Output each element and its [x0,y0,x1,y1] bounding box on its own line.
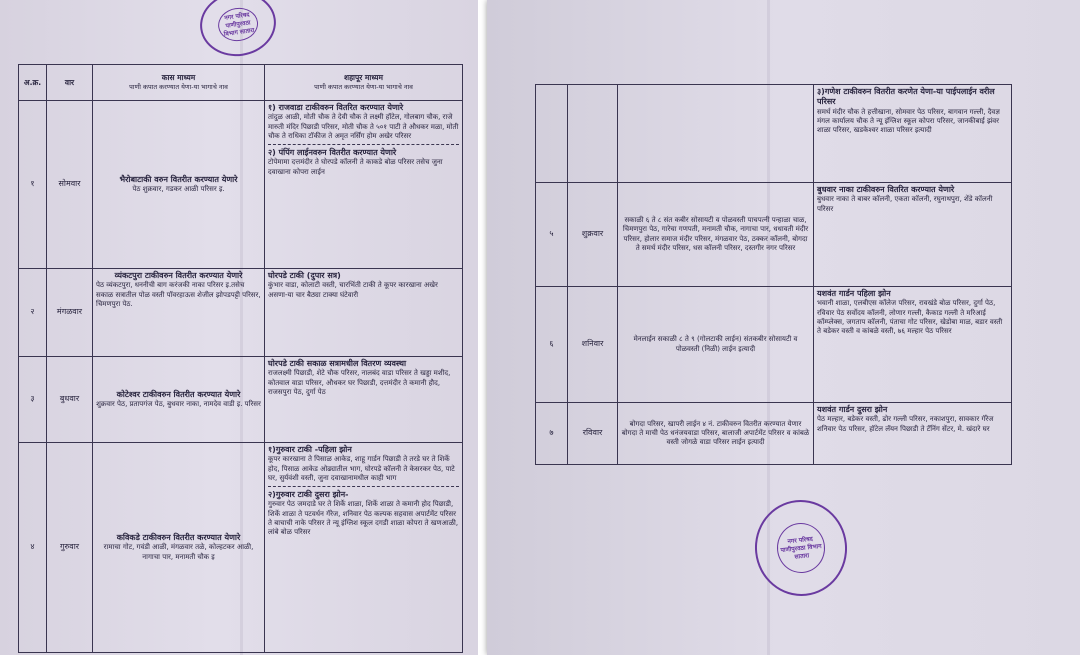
row-number: ४ [19,443,47,653]
kas-body: शुक्रवार पेठ, प्रतापगंज पेठ, बुधवार नाका, नामदेव वाडी इ. परिसर [96,400,261,409]
kas-cell [618,85,814,183]
kas-cell: सकाळी ६ ते ८ संत कबीर सोसायटी व पोळवस्ती पाचपत्नी पन्हाळा चाळ, चिमणपुरा पेठ, गारेचा गणपती, मनामती चौक, नागाचा पार, धधावती मंदीर परिसर, होलार समाज मंदीर परिसर, मंगळवार पेठ, ठक्कर कॉलनी, बोगदा ते समर्थ मंदीर परिसर, धस कॉलनी परिसर, दस्तगीर नगर परिसर [618,183,814,287]
shahapur-cell [814,287,1012,403]
row-number: १ [19,101,47,269]
kas-cell [93,269,265,357]
row-number: ३ [19,357,47,443]
table-row [536,403,1012,465]
header-day: वार [47,65,93,101]
shahapur-body: कूपर कारखाना ते पिसाळ आकेड, शाहू गार्डन पिछाडी ते तरडे घर ते शिर्के होद, पिसाळ आकेड ओढ्यातील भाग, घोरपडे कॉलनी ते केसरकर पेठ, पाटे घर, सुर्यवंशी वस्ती, जुना दवाखानामधील काही भाग [268,455,455,482]
shahapur-body: टोपेमामा दत्तमंदीर ते घोरपडे कॉलनी ते काकडे बोळ परिसर तसेच जुना दवाखाना कोपरा लाईन [268,158,443,176]
shahapur-cell [814,403,1012,465]
shahapur-body: कुंभार वाडा, कोलाटी वस्ती, चारभिंती टाकी ते कूपर कारखाना अखेर असणा-या चार बैठ्या टाक्या घंटेवारी [268,281,438,299]
stamp-inner [216,5,260,43]
shahapur-body: समर्थ मंदीर चौक ते हत्तीखाना, सोमवार पेठ परिसर, बागवान गल्ली, दैवज्ञ मंगल कार्यालय चौक ते न्यू इंग्लिश स्कूल कोपरा परिसर, जानकीबाई झंवर शाळा परिसर, खडकेश्वर शाळा परिसर इत्यादी [817,107,1000,135]
shahapur-head: घोरपडे टाकी (दुपार सत्र) [268,271,341,280]
shahapur-head: यशवंत गार्डन पहिला झोन [817,289,891,298]
header-kas [93,65,265,101]
header-shahapur [265,65,463,101]
row-day: बुधवार [47,357,93,443]
official-stamp [196,0,280,61]
row-number: ६ [536,287,568,403]
shahapur-cell [265,357,463,443]
row-day: रविवार [568,403,618,465]
kas-head: भैरोबाटाकी वरुन वितरीत करण्यात येणारे [119,174,238,184]
kas-head: व्यंकटपुरा टाकीवरुन वितरीत करण्यात येणारे [114,271,243,280]
kas-cell: मेनलाईन सकाळी ८ ते ९ (गोलटाकी लाईन) संतकबीर सोसायटी व पोळवस्ती (निळी) लाईन इत्यादी [618,287,814,403]
header-kas-title: कास माध्यम [161,73,196,83]
shahapur-cell [265,443,463,653]
shahapur-head: बुधवार नाका टाकीवरुन वितरित करण्यात येणारे [817,185,955,194]
table-row [19,443,463,653]
shahapur-cell [814,183,1012,287]
kas-cell: बोगदा परिसर, खापरी लाईन ४ नं. टाकीवरुन वितरीत करण्यात येणार बोगदा ते माची पेठ धनंजयवाडा परिसर, बालाजी अपार्टमेंट परिसर व कांबळे वस्ती जोगळे वाडा परिसर लाईन इत्यादी [618,403,814,465]
shahapur-body: भवानी शाळा, एलबीएस कॉलेज परिसर, रावखंडे बोळ परिसर, दुर्गा पेठ, रविवार पेठ सर्वोदय कॉलनी, लोणार गल्ली, कैकाड गल्ली ते मरिआई कॉम्प्लेक्स, जगताप कॉलनी, पंताचा गोट परिसर, खेडोबा माळ, बडार वस्ती ते बडेकर वस्ती व कांबळे वस्ती, ७६ मल्हार पेठ परिसर [817,299,1003,336]
stamp-inner [774,520,827,575]
kas-body: रामाचा गोट, गवंडी आळी, मंगळवार तळे, कोल्हटकर आळी, नागाचा पार, मनामती चौक इ [103,543,254,561]
row-day: शनिवार [568,287,618,403]
table-row [536,85,1012,183]
shahapur-head: २) पंपिंग लाईनवरुन वितरीत करण्यात येणारे [268,148,397,158]
shahapur-body: राजलक्ष्मी पिछाडी, शेटे चौक परिसर, नालबंद वाडा परिसर ते खड्डा मशीद, कोतवाल वाडा परिसर, औधकर घर पिछाडी, दत्तमंदीर ते कमानी हौद, राजसपुरा पेठ, दुर्गा पेठ [268,369,451,396]
kas-body: पेठ शुक्रवार, गडकर आळी परिसर इ. [132,185,225,194]
shahapur-body: तांदुळ आळी, मोती चौक ते देवी चौक ते लक्ष्मी हॉटेल, गोलबाग चौक, राजे मारुती मंदिर पिछाडी परिसर, मोती चौक ते ५०१ पाटी ते औधकर मळा, मोती चौक ते राधिका टॉकीज ते अमृत नर्सिंग होम अखेर परिसर [268,113,459,140]
left-page [0,0,478,655]
kas-body: पेठ व्यंकटपुरा, धननीची बाग करंजकी नाका परिसर इ.तसेच सकाळ सत्रातील पोळ वस्ती पॉवरहाऊस शेजील झोपडपट्टी परिसर, चिमणपुरा पेठ. [96,281,261,308]
kas-cell [93,357,265,443]
shahapur-body: पेठ मल्हार, बडेकर वस्ती, ढोर गल्ली परिसर, नकाशपुरा, सावकार गॅरेज शनिवार पेठ परिसर, हॉटेल लॅयन पिछाडी ते टॅनिंग सेंटर, मे. खंदारे घर [817,415,994,433]
schedule-table-left [18,64,463,653]
table-row [19,269,463,357]
row-day [568,85,618,183]
row-day: सोमवार [47,101,93,269]
shahapur-head: १) राजवाडा टाकीवरुन वितरित करण्यात येणारे [268,103,404,112]
row-number: ७ [536,403,568,465]
right-page [487,0,1080,655]
table-row [19,357,463,443]
kas-cell [93,101,265,269]
shahapur-head: ३)गणेश टाकीवरुन वितरीत करणेत येणा-या पाईपलाईन वरील परिसर [817,87,995,107]
dashed-divider [268,144,459,145]
kas-head: कविकडे टाकीवरुन वितरीत करण्यात येणारे [116,533,241,543]
row-day: मंगळवार [47,269,93,357]
header-sr: अ.क्र. [19,65,47,101]
row-number [536,85,568,183]
row-number: २ [19,269,47,357]
table-row [536,183,1012,287]
shahapur-cell [814,85,1012,183]
stamp-text: नगर परिषद पाणीपुरवठा विभाग सातारा [223,11,255,39]
kas-cell [93,443,265,653]
header-kas-sub: पाणी कपात करण्यात येणा-या भागाचे नाव [129,83,228,92]
stamp-text: नगर परिषद पाणीपुरवठा विभाग सातारा [780,535,822,561]
shahapur-head: घोरपडे टाकी सकाळ सत्रामधील वितरण व्यवस्था [268,359,407,368]
row-day: शुक्रवार [568,183,618,287]
page-gap [478,0,487,655]
table-row [19,101,463,269]
dashed-divider [268,486,459,487]
official-stamp [750,495,852,600]
table-row [536,287,1012,403]
kas-head: कोटेश्वर टाकीवरुन वितरीत करण्यात येणारे [116,389,241,399]
row-day: गुरुवार [47,443,93,653]
shahapur-head: २)गुरुवार टाकी दुसरा झोन- [268,490,349,500]
shahapur-body: बुधवार नाका ते बाबर कॉलनी, एकता कॉलनी, रघुनाथपुरा, शेंडे कॉलनी परिसर [817,195,993,213]
shahapur-head: १)गुरुवार टाकी -पहिला झोन [268,445,352,454]
header-shahapur-title: शहापूर माध्यम [343,73,384,83]
header-shahapur-sub: पाणी कपात करण्यात येणा-या भागाचे नाव [314,83,413,92]
shahapur-cell [265,101,463,269]
row-number: ५ [536,183,568,287]
shahapur-head: यशवंत गार्डन दुसरा झोन [817,405,888,414]
schedule-table-right [535,84,1012,465]
shahapur-body: गुरुवार पेठ जमदाडे घर ते शिर्के शाळा, शिर्के शाळा ते कमानी होद पिछाडी, शिर्के शाळा ते पटवर्धन गॅरेज, शनिवार पेठ कल्पक सहवास अपार्टमेंट परिसर ते बाचाची नाके परिसर ते न्यू इंग्लिश स्कूल दगडी शाळा कोपरा ते खणआळी, लांबे बोळ परिसर [268,500,459,537]
shahapur-cell [265,269,463,357]
